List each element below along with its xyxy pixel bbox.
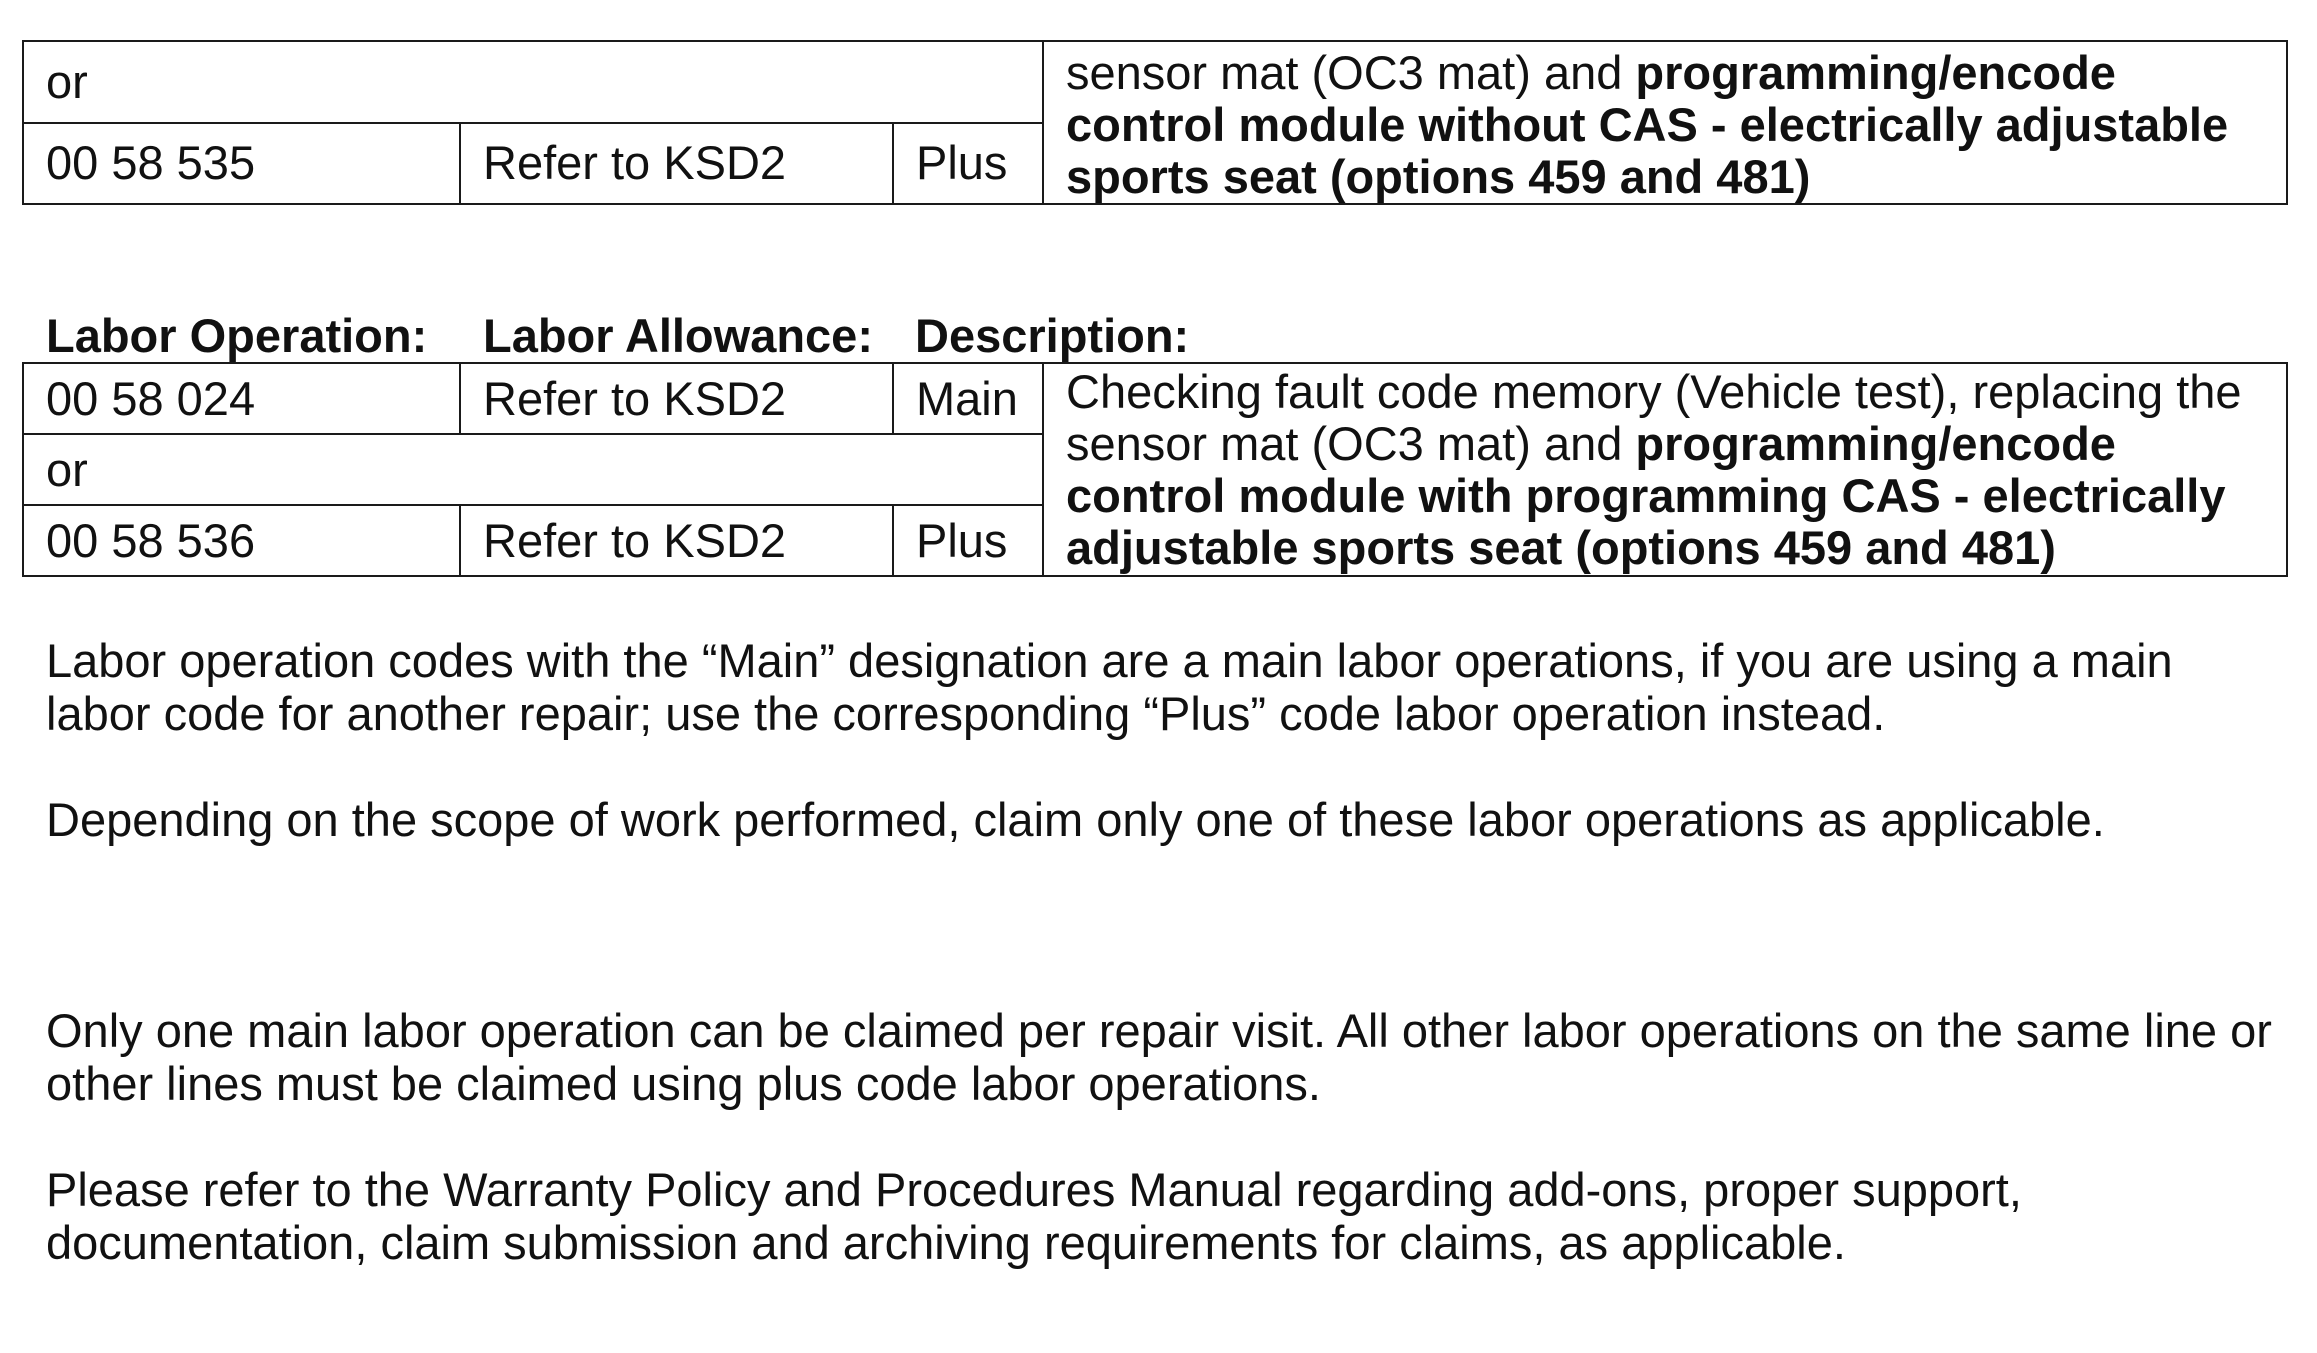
table-headers bbox=[0, 308, 2317, 364]
labor-operation-code: 00 58 535 bbox=[23, 123, 460, 205]
operation-type: Plus bbox=[893, 505, 1043, 576]
table-row bbox=[23, 363, 2287, 434]
header-labor-operation: Labor Operation: bbox=[46, 309, 428, 362]
table-row bbox=[23, 41, 2287, 123]
description-bold-text: programming/encode control module with programming CAS - electrically adjustable sports seat (options 459 and 481) bbox=[1066, 417, 2226, 574]
labor-allowance: Refer to KSD2 bbox=[460, 123, 893, 205]
description-bold-text: programming/encode control module without CAS - electrically adjustable sports seat (options 459 and 481) bbox=[1066, 46, 2229, 203]
paragraph-warranty-policy: Please refer to the Warranty Policy and Procedures Manual regarding add-ons, proper support, documentation, claim submission and archiving requirements for claims, as applicable. bbox=[46, 1163, 2022, 1269]
description-text: Checking fault code memory (Vehicle test), replacing the sensor mat (OC3 mat) and bbox=[1066, 365, 2242, 470]
labor-table-continued bbox=[22, 40, 2288, 205]
operation-type: Main bbox=[893, 363, 1043, 434]
paragraph-scope-note: Depending on the scope of work performed, claim only one of these labor operations as applicable. bbox=[46, 793, 2105, 846]
description-cell bbox=[1043, 363, 2287, 576]
or-cell: or bbox=[23, 41, 1043, 123]
labor-operation-code: 00 58 024 bbox=[23, 363, 460, 434]
labor-allowance: Refer to KSD2 bbox=[460, 363, 893, 434]
labor-table bbox=[22, 362, 2288, 577]
or-cell: or bbox=[23, 434, 1043, 505]
labor-allowance: Refer to KSD2 bbox=[460, 505, 893, 576]
labor-operation-code: 00 58 536 bbox=[23, 505, 460, 576]
header-labor-allowance: Labor Allowance: bbox=[483, 309, 873, 362]
description-text: sensor mat (OC3 mat) and bbox=[1066, 46, 1636, 99]
description-cell bbox=[1043, 41, 2287, 204]
header-description: Description: bbox=[915, 309, 1190, 362]
paragraph-one-main-operation: Only one main labor operation can be claimed per repair visit. All other labor operations on the same line or other lines must be claimed using plus code labor operations. bbox=[46, 1004, 2272, 1110]
paragraph-main-plus-note: Labor operation codes with the “Main” designation are a main labor operations, if you are using a main labor code for another repair; use the corresponding “Plus” code labor operation instead. bbox=[46, 634, 2173, 740]
operation-type: Plus bbox=[893, 123, 1043, 205]
